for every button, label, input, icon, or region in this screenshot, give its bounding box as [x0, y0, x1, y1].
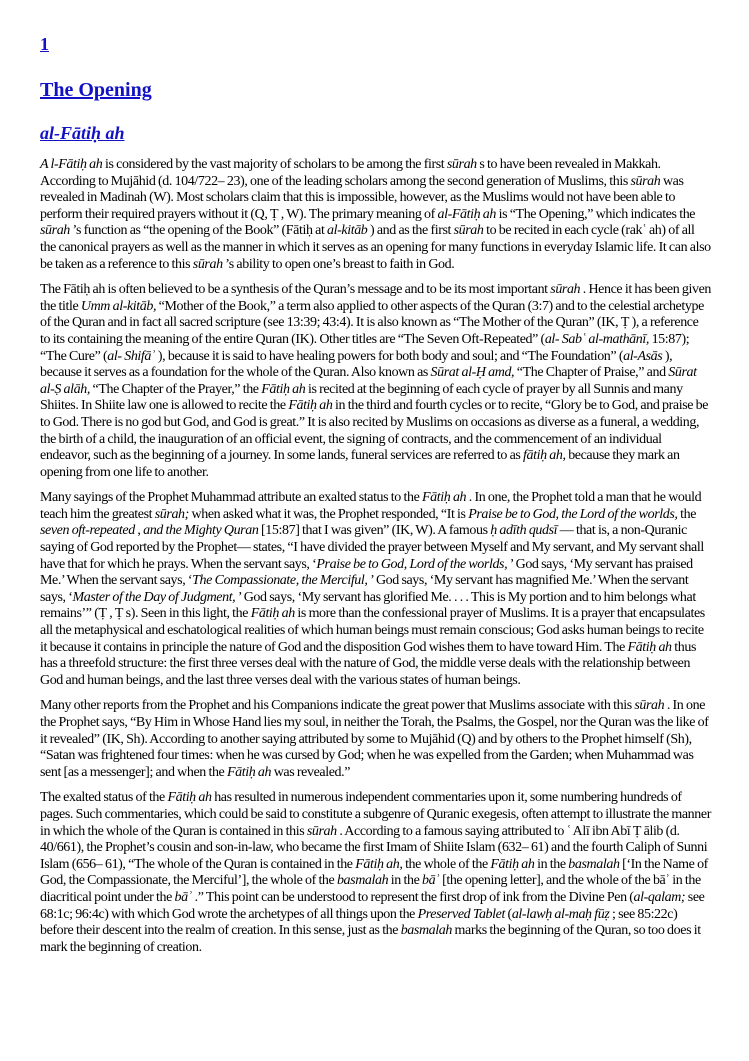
- text-segment: the whole of the: [402, 856, 491, 872]
- italic-text-segment: Master of the Day of Judgment,: [72, 589, 236, 605]
- italic-text-segment: al- Shifāʾ: [107, 348, 156, 364]
- italic-text-segment: Sūrat al-Ṣ alāh,: [40, 365, 697, 397]
- text-segment: 15:87); “The Cure” (: [40, 331, 690, 364]
- text-segment: to be recited in each cycle (rakʿ ah) of all the canonical prayers as well as the manner in which it serves as an opening for many functions in everyday Islamic life. It can also be taken as a reference to this: [40, 223, 711, 272]
- text-segment: .” This point can be understood to represent the first drop of ink from the Divine Pen (: [192, 889, 634, 905]
- italic-text-segment: Fātiḥ ah: [250, 606, 295, 622]
- text-segment: ’ God says, ‘My servant has glorified Me. . . . This is My portion and to him belongs what remains’” (Ṭ , Ṭ s). Seen in this light, the: [40, 589, 696, 622]
- italic-text-segment: Umm al-kitāb,: [80, 298, 157, 314]
- text-segment: in the: [534, 856, 569, 872]
- text-segment: in the: [388, 873, 422, 889]
- chapter-title-link[interactable]: The Opening: [40, 79, 152, 101]
- text-segment: when asked what it was, the Prophet responded, “It is: [188, 506, 469, 522]
- paragraph: [40, 790, 711, 956]
- text-segment: is more than the confessional prayer of Muslims. It is a prayer that encapsulates all the metaphysical and eschatological realities of which human beings must remain conscious; God asks human beings to recite it because it contains in principle the nature of God and the disposition God wishes them to have toward Him. The: [40, 606, 705, 655]
- text-segment: s to have been revealed in Makkah. According to Mujāhid (d. 104/722– 23), one of the leading scholars among the second generation of Muslims, this: [40, 157, 661, 189]
- italic-text-segment: sūrah: [40, 223, 70, 239]
- text-segment: marks the beginning of the Quran, so too does it mark the beginning of creation.: [40, 923, 701, 955]
- italic-text-segment: sūrah: [630, 173, 661, 189]
- paragraph: [40, 157, 711, 273]
- text-segment: is “The Opening,” which indicates the: [495, 206, 696, 222]
- text-segment: ) and as the first: [367, 223, 454, 239]
- italic-text-segment: Fātiḥ ah: [167, 790, 212, 806]
- italic-text-segment: Sūrat al-Ḥ amd,: [430, 365, 515, 381]
- chapter-subtitle-link[interactable]: al-Fātiḥ ah: [40, 123, 125, 143]
- paragraph: [40, 490, 711, 689]
- italic-text-segment: Fātiḥ ah: [490, 856, 535, 872]
- text-segment: [the opening letter], and the whole of the bāʾ in the diacritical point under the: [40, 873, 701, 905]
- text-segment: “Mother of the Book,” a term also applied to other aspects of the Quran (3:7) and to the celestial archetype of the Quran and in fact all sacred scripture (see 13:39; 43:4). It is also known as “The Mother of the Quran” (IK, Ṭ ), a reference to its containing the meaning of the entire Quran (IK). Other titles are “The Seven Oft-Repeated” (: [40, 298, 704, 347]
- text-segment: ,: [134, 523, 144, 539]
- italic-text-segment: sūrah: [550, 282, 581, 298]
- text-segment: [15:87] that I was given” (IK, W). A famous: [258, 523, 491, 539]
- text-segment: . In one the Prophet says, “By Him in Whose Hand lies my soul, in neither the Torah, the Psalms, the Gospel, nor the Quran was the like of it revealed” (IK, Sh). According to another saying attributed by some to Mujāhid (Q) and by others to the Prophet himself (Sh), “Satan was frightened four times: when he was cursed by God; when he was expelled from the Garden; when Muhammad was sent [as a messenger]; and when the: [40, 698, 709, 780]
- italic-text-segment: The Compassionate, the Merciful,: [192, 573, 368, 589]
- text-segment: has resulted in numerous independent commentaries upon it, some numbering hundreds of pages. Such commentaries, which could be said to constitute a subgenre of Quranic exegesis, often attempt to illustrate the manner in which the whole of the Quran is contained in this: [40, 790, 711, 839]
- italic-text-segment: sūrah: [634, 698, 665, 714]
- text-segment: was revealed in Madinah (W). Most scholars claim that this is impossible, however, as the Muslims would not have been able to perform their required prayers without it (Q, Ṭ , W). The primary meaning of: [40, 173, 684, 222]
- italic-text-segment: ḥ adīth qudsī: [490, 523, 558, 539]
- italic-text-segment: al-qalam;: [633, 889, 686, 905]
- text-segment: is recited at the beginning of each cycle of prayer by all Sunnis and many Shiites. In Shiite law one is allowed to recite the: [40, 381, 683, 414]
- text-segment: “The Chapter of the Prayer,” the: [89, 381, 262, 397]
- text-segment: ’ God says, ‘My servant has magnified Me.’ When the servant says, ‘: [40, 573, 689, 605]
- italic-text-segment: al-kitāb: [327, 223, 368, 239]
- italic-text-segment: al- Sabʿ al-mathānī,: [544, 331, 649, 347]
- text-segment: . In one, the Prophet told a man that he would teach him the greatest: [40, 490, 702, 522]
- italic-text-segment: basmalah: [400, 923, 452, 939]
- text-segment: Many other reports from the Prophet and his Companions indicate the great power that Muslims associate with this: [40, 698, 635, 714]
- italic-text-segment: bāʾ: [422, 873, 440, 889]
- text-segment: Many sayings of the Prophet Muhammad attribute an exalted status to the: [40, 490, 423, 506]
- text-segment: ’ God says, ‘My servant has praised Me.’ When the servant says, ‘: [40, 556, 693, 589]
- text-segment: “The Chapter of Praise,” and: [514, 365, 669, 381]
- text-segment: ; see 85:22c) before their descent into the realm of creation. In this sense, just as the: [40, 906, 678, 939]
- chapter-number-link[interactable]: 1: [40, 34, 49, 54]
- text-segment: ’s ability to open one’s breast to faith in God.: [222, 256, 455, 272]
- paragraph: [40, 282, 711, 481]
- italic-text-segment: sūrah: [446, 157, 477, 172]
- text-segment: The Fātiḥ ah is often believed to be a synthesis of the Quran’s message and to be its most important: [40, 282, 551, 298]
- italic-text-segment: basmalah: [336, 873, 389, 889]
- text-segment: is considered by the vast majority of scholars to be among the first: [102, 157, 447, 172]
- text-segment: because they mark an opening from one life to another.: [40, 448, 680, 480]
- text-segment: ), because it serves as a foundation for the whole of the Quran. Also known as: [40, 348, 673, 381]
- italic-text-segment: Fātiḥ ah: [261, 381, 306, 397]
- italic-text-segment: bāʾ: [174, 889, 192, 905]
- text-segment: . Hence it has been given the title: [40, 282, 711, 314]
- text-segment: . According to a famous saying attributed to ʿ Alī ibn Abī Ṭ ālib (d. 40/661), the Prophet’s cousin and son-in-law, who became the first Imam of Shiite Islam (632– 61) and the fourth Caliph of Sunni Islam (656– 61), “The whole of the Quran is contained in the: [40, 823, 708, 872]
- italic-text-segment: al-lawḥ al-maḥ fūẓ: [511, 906, 610, 922]
- text-segment: (: [504, 906, 512, 922]
- text-segment: [‘In the Name of God, the Compassionate, the Merciful’], the whole of the: [40, 856, 708, 889]
- italic-text-segment: basmalah: [568, 856, 620, 872]
- italic-text-segment: A l-Fātiḥ ah: [40, 157, 103, 172]
- italic-text-segment: Praise be to God, the Lord of the worlds,: [468, 506, 678, 522]
- italic-text-segment: Fātiḥ ah: [288, 398, 333, 414]
- text-segment: the: [677, 506, 697, 522]
- italic-text-segment: seven oft-repeated: [40, 523, 135, 539]
- italic-text-segment: fātiḥ ah,: [523, 448, 566, 464]
- italic-text-segment: Fātiḥ ah,: [355, 856, 403, 872]
- italic-text-segment: Preserved Tablet: [417, 906, 505, 922]
- italic-text-segment: sūrah: [453, 223, 484, 239]
- italic-text-segment: Fātiḥ ah: [226, 764, 272, 780]
- text-segment: ’s function as “the opening of the Book” (Fātiḥ at: [69, 223, 328, 239]
- body-text: [40, 157, 711, 956]
- italic-text-segment: sūrah: [192, 256, 223, 272]
- italic-text-segment: Fātiḥ ah: [627, 639, 672, 655]
- italic-text-segment: sūrah;: [154, 506, 189, 522]
- text-segment: — that is, a non-Quranic saying of God reported by the Prophet— states, “I have divided the prayer between Myself and My servant, and My servant shall have that for which he prays. When the servant says, ‘: [40, 523, 704, 572]
- text-segment: see 68:1c; 96:4c) with which God wrote the archetypes of all things upon the: [40, 889, 705, 922]
- page-content: [0, 33, 749, 956]
- italic-text-segment: sūrah: [306, 823, 337, 839]
- italic-text-segment: Fātiḥ ah: [422, 490, 467, 506]
- text-segment: was revealed.”: [271, 764, 351, 780]
- italic-text-segment: al-Asās: [623, 348, 663, 364]
- text-segment: ), because it is said to have healing powers for both body and soul; and “The Foundation” (: [155, 348, 624, 364]
- italic-text-segment: and the Mighty Quran: [143, 523, 259, 539]
- paragraph: [40, 698, 711, 781]
- text-segment: thus has a threefold structure: the first three verses deal with the nature of God, the middle verse deals with the relationship between God and human beings, and the last three verses deal with the various states of human beings.: [40, 639, 696, 688]
- text-segment: The exalted status of the: [40, 790, 168, 806]
- italic-text-segment: al-Fātiḥ ah: [437, 206, 496, 222]
- text-segment: in the third and fourth cycles or to recite, “Glory be to God, and praise be to God. There is no god but God, and God is great.” It is also recited by Muslims on occasions as diverse as a funeral, a wedding, the birth of a child, the inauguration of an official event, the signing of contracts, and the commencement of an individual endeavor, such as the beginning of a journey. In some lands, funeral services are referred to as: [40, 398, 709, 464]
- italic-text-segment: Praise be to God, Lord of the worlds,: [316, 556, 508, 572]
